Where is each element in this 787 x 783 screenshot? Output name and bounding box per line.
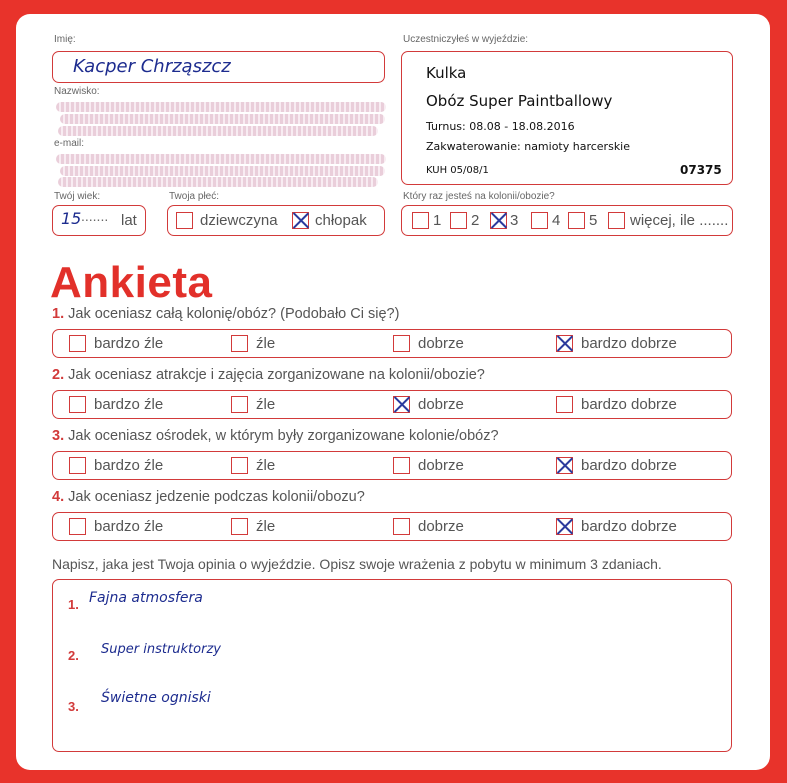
q3-option-1-label: bardzo źle <box>94 457 164 474</box>
q2-option-4-label: bardzo dobrze <box>581 396 677 413</box>
q4-option-4-label: bardzo dobrze <box>581 518 677 535</box>
times-5-label: 5 <box>589 212 598 229</box>
trip-number: 07375 <box>680 163 722 177</box>
times-3-checkbox[interactable] <box>490 212 507 229</box>
trip-name: Kulka <box>426 64 467 82</box>
times-2-label: 2 <box>471 212 480 229</box>
question-label: Jak oceniasz jedzenie podczas kolonii/obozu? <box>68 489 365 505</box>
age-field[interactable]: 15 ....... lat <box>52 205 146 236</box>
q4-option-1-checkbox[interactable] <box>69 518 86 535</box>
times-label: Który raz jesteś na kolonii/obozie? <box>403 191 555 202</box>
q1-option-4-checkbox[interactable] <box>556 335 573 352</box>
gender-female-label: dziewczyna <box>200 212 278 229</box>
question-2-options <box>52 390 732 419</box>
answer-2-number: 2. <box>68 648 79 663</box>
question-label: Jak oceniasz ośrodek, w którym były zorganizowane kolonie/obóz? <box>68 428 499 444</box>
q4-option-1-label: bardzo źle <box>94 518 164 535</box>
question-label: Jak oceniasz całą kolonię/obóz? (Podobało Ci się?) <box>68 306 400 322</box>
q1-option-1-checkbox[interactable] <box>69 335 86 352</box>
question-label: Jak oceniasz atrakcje i zajęcia zorganizowane na kolonii/obozie? <box>68 367 485 383</box>
q1-option-3-label: dobrze <box>418 335 464 352</box>
answer-3-number: 3. <box>68 699 79 714</box>
trip-code: KUH 05/08/1 <box>426 165 489 176</box>
times-more-label: więcej, ile ....... <box>630 212 729 229</box>
times-4-label: 4 <box>552 212 561 229</box>
turnus-value: 08.08 - 18.08.2016 <box>469 120 575 133</box>
times-1-checkbox[interactable] <box>412 212 429 229</box>
gender-label: Twoja płeć: <box>169 191 220 202</box>
q1-option-2-label: źle <box>256 335 276 352</box>
q1-option-4-label: bardzo dobrze <box>581 335 677 352</box>
q2-option-3-label: dobrze <box>418 396 464 413</box>
name-field[interactable] <box>52 51 385 83</box>
times-3-label: 3 <box>510 212 519 229</box>
question-3-options <box>52 451 732 480</box>
question-1-text <box>52 306 399 322</box>
q3-option-1-checkbox[interactable] <box>69 457 86 474</box>
opinion-prompt: Napisz, jaka jest Twoja opinia o wyjeździe. Opisz swoje wrażenia z pobytu w minimum 3 zdaniach. <box>52 556 662 572</box>
q2-option-1-label: bardzo źle <box>94 396 164 413</box>
question-number: 1. <box>52 306 65 322</box>
trip-program: Obóz Super Paintballowy <box>426 92 613 110</box>
gender-female-checkbox[interactable] <box>176 212 193 229</box>
question-number: 2. <box>52 367 65 383</box>
trip-label: Uczestniczyłeś w wyjeździe: <box>403 34 529 45</box>
trip-info-box <box>401 51 733 185</box>
times-more-checkbox[interactable] <box>608 212 625 229</box>
q3-option-2-checkbox[interactable] <box>231 457 248 474</box>
q1-option-1-label: bardzo źle <box>94 335 164 352</box>
q2-option-2-checkbox[interactable] <box>231 396 248 413</box>
turnus-label: Turnus: <box>426 120 466 133</box>
question-number: 3. <box>52 428 65 444</box>
times-2-checkbox[interactable] <box>450 212 467 229</box>
q1-option-2-checkbox[interactable] <box>231 335 248 352</box>
name-value: Kacper Chrząszcz <box>73 56 231 77</box>
answer-3-text: Świetne ogniski <box>101 690 211 706</box>
times-5-checkbox[interactable] <box>568 212 585 229</box>
q2-option-1-checkbox[interactable] <box>69 396 86 413</box>
surname-label: Nazwisko: <box>54 86 100 97</box>
question-number: 4. <box>52 489 65 505</box>
age-label: Twój wiek: <box>54 191 101 202</box>
times-group <box>401 205 733 236</box>
age-unit: lat <box>121 212 137 229</box>
gender-group <box>167 205 385 236</box>
question-4-text <box>52 489 365 505</box>
q1-option-3-checkbox[interactable] <box>393 335 410 352</box>
q4-option-2-checkbox[interactable] <box>231 518 248 535</box>
q4-option-3-checkbox[interactable] <box>393 518 410 535</box>
question-1-options <box>52 329 732 358</box>
answer-1-text: Fajna atmosfera <box>89 590 203 606</box>
question-3-text <box>52 428 499 444</box>
gender-male-checkbox[interactable] <box>292 212 309 229</box>
q4-option-4-checkbox[interactable] <box>556 518 573 535</box>
survey-sheet <box>16 14 770 770</box>
q2-option-4-checkbox[interactable] <box>556 396 573 413</box>
q3-option-4-checkbox[interactable] <box>556 457 573 474</box>
times-1-label: 1 <box>433 212 442 229</box>
q4-option-3-label: dobrze <box>418 518 464 535</box>
question-2-text <box>52 367 485 383</box>
question-4-options <box>52 512 732 541</box>
times-4-checkbox[interactable] <box>531 212 548 229</box>
q3-option-4-label: bardzo dobrze <box>581 457 677 474</box>
zakwaterowanie-label: Zakwaterowanie: <box>426 140 521 153</box>
zakwaterowanie-value: namioty harcerskie <box>524 140 631 153</box>
q3-option-3-checkbox[interactable] <box>393 457 410 474</box>
opinion-box[interactable] <box>52 579 732 752</box>
name-label: Imię: <box>54 34 76 45</box>
q3-option-2-label: źle <box>256 457 276 474</box>
q2-option-3-checkbox[interactable] <box>393 396 410 413</box>
answer-2-text: Super instruktorzy <box>101 642 221 657</box>
survey-title: Ankieta <box>50 258 213 307</box>
q2-option-2-label: źle <box>256 396 276 413</box>
q3-option-3-label: dobrze <box>418 457 464 474</box>
email-label: e-mail: <box>54 138 85 149</box>
gender-male-label: chłopak <box>315 212 367 229</box>
age-value: 15 <box>61 209 82 228</box>
answer-1-number: 1. <box>68 597 79 612</box>
q4-option-2-label: źle <box>256 518 276 535</box>
